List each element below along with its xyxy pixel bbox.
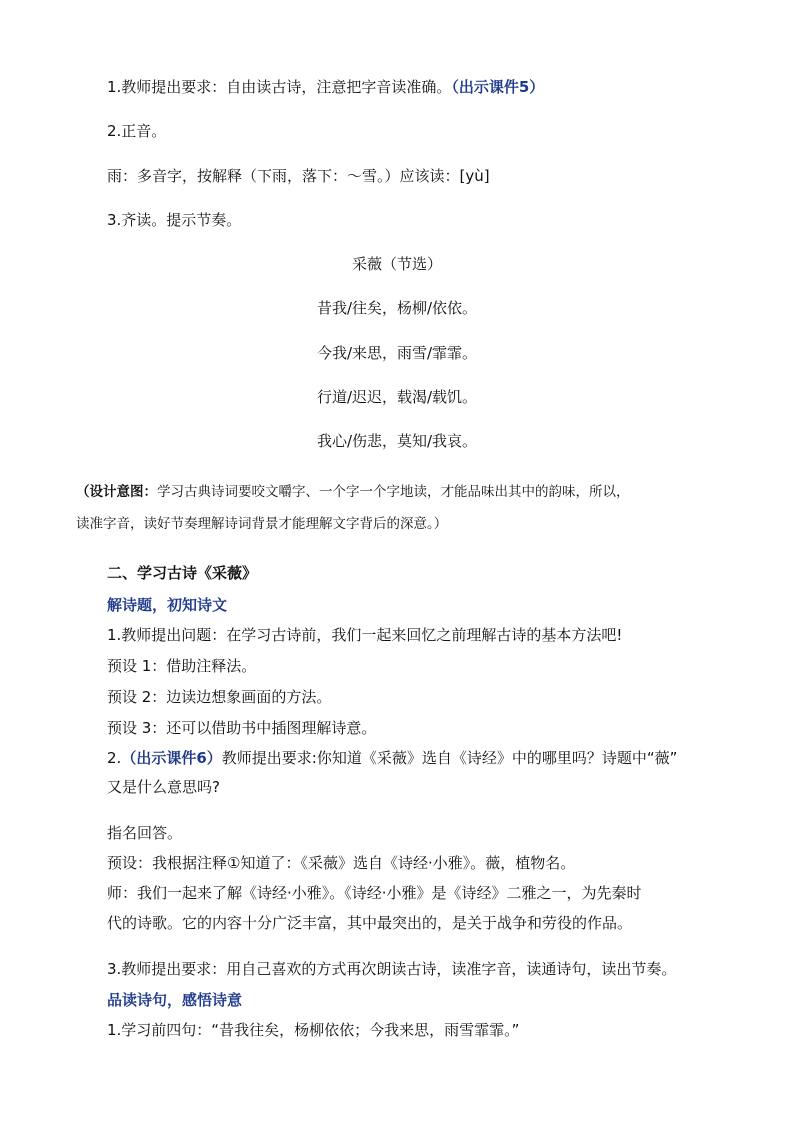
preset-1: 预设 1：借助注释法。 (107, 657, 257, 675)
teacher-explanation-line1: 师：我们一起来了解《诗经·小雅》。《诗经·小雅》是《诗经》二雅之一，为先秦时 (107, 884, 642, 902)
poem-title: 采薇（节选） (351, 255, 442, 273)
first-four-lines-study: 1.学习前四句：“昔我往矣，杨柳依依；今我来思，雨雪霏霏。” (107, 1021, 520, 1039)
teacher-explanation-line2: 代的诗歌。它的内容十分广泛丰富，其中最突出的，是关于战争和劳役的作品。 (107, 914, 633, 932)
pronunciation-step: 2.正音。 (107, 122, 167, 140)
question-text: 教师提出要求:你知道《采薇》选自《诗经》中的哪里吗？诗题中“薇” (221, 749, 678, 767)
design-intent-text: 学习古典诗词要咬文嚼字、一个字一个字地读，才能品味出其中的韵味，所以， (157, 484, 630, 500)
design-intent-line1 (76, 482, 630, 502)
pronunciation-note: 雨：多音字，按解释（下雨，落下：～雪。）应该读：[yù] (107, 167, 490, 185)
preset-3: 预设 3：还可以借助书中插图理解诗意。 (107, 719, 377, 737)
poem-line: 行道/迟迟，载渴/载饥。 (316, 388, 478, 406)
question-source-line1 (107, 748, 677, 768)
answer-prompt: 指名回答。 (107, 824, 183, 842)
preset-answer: 预设：我根据注释①知道了：《采薇》选自《诗经·小雅》。薇，植物名。 (107, 854, 576, 872)
design-intent-line2: 读准字音，读好节奏理解诗词背景才能理解文字背后的深意。） (76, 516, 448, 532)
design-intent-label: （设计意图： (76, 484, 157, 500)
section-heading: 二、学习古诗《采薇》 (107, 564, 258, 582)
read-together-step: 3.齐读。提示节奏。 (107, 211, 242, 229)
subheading-poem-title: 解诗题，初知诗文 (107, 596, 228, 614)
instruction-read-freely (107, 77, 544, 97)
poem-line: 我心/伤悲，莫知/我哀。 (316, 432, 478, 450)
instruction-text: 1.教师提出要求：自由读古诗，注意把字音读准确。 (107, 78, 452, 96)
reading-requirement: 3.教师提出要求：用自己喜欢的方式再次朗读古诗，读准字音，读通诗句，读出节奏。 (107, 960, 677, 978)
courseware-tag-5: （出示课件5） (451, 78, 545, 96)
courseware-tag-6: （出示课件6） (121, 749, 222, 767)
poem-line: 昔我/往矣，杨柳/依依。 (316, 299, 478, 317)
subheading-appreciation: 品读诗句，感悟诗意 (107, 991, 243, 1009)
question-source-line2: 又是什么意思吗? (107, 778, 220, 796)
question-number: 2. (107, 749, 122, 767)
question-methods: 1.教师提出问题：在学习古诗前，我们一起来回忆之前理解古诗的基本方法吧! (107, 626, 623, 644)
poem-line: 今我/来思，雨雪/霏霏。 (316, 344, 478, 362)
preset-2: 预设 2：边读边想象画面的方法。 (107, 688, 332, 706)
